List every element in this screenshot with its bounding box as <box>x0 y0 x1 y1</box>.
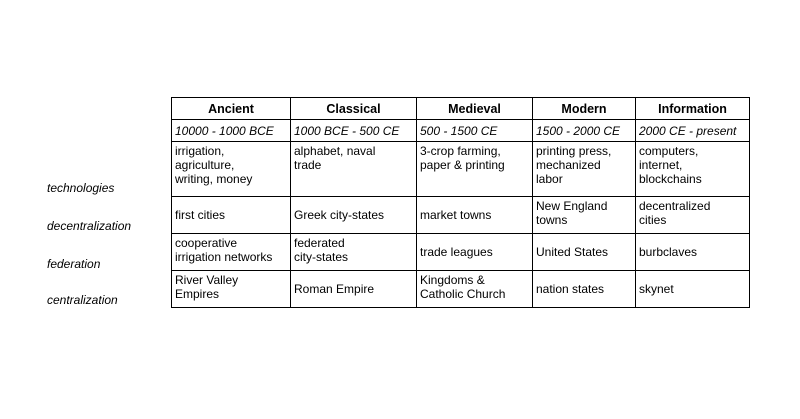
header-row <box>172 98 750 120</box>
table-cell: burbclaves <box>636 234 750 271</box>
table-cell: skynet <box>636 271 750 308</box>
table-cell: Roman Empire <box>291 271 417 308</box>
date-range-information: 2000 CE - present <box>636 120 750 142</box>
table-cell: computers, internet, blockchains <box>636 142 750 197</box>
table-cell: nation states <box>533 271 636 308</box>
header-medieval: Medieval <box>417 98 533 120</box>
table-cell: alphabet, naval trade <box>291 142 417 197</box>
row-label-centralization: centralization <box>47 293 118 307</box>
table-cell: federated city-states <box>291 234 417 271</box>
table-row-technologies <box>172 142 750 197</box>
table-cell: Greek city-states <box>291 197 417 234</box>
row-label-decentralization: decentralization <box>47 219 132 233</box>
table-row-centralization <box>172 271 750 308</box>
header-classical: Classical <box>291 98 417 120</box>
header-information: Information <box>636 98 750 120</box>
header-modern: Modern <box>533 98 636 120</box>
table-cell: cooperative irrigation networks <box>172 234 291 271</box>
table-cell: decentralized cities <box>636 197 750 234</box>
date-range-modern: 1500 - 2000 CE <box>533 120 636 142</box>
row-label-federation: federation <box>47 257 101 271</box>
table-cell: market towns <box>417 197 533 234</box>
table-cell: River Valley Empires <box>172 271 291 308</box>
eras-table <box>171 97 750 308</box>
date-range-ancient: 10000 - 1000 BCE <box>172 120 291 142</box>
date-range-row <box>172 120 750 142</box>
table-cell: Kingdoms & Catholic Church <box>417 271 533 308</box>
table-row-decentralization <box>172 197 750 234</box>
date-range-classical: 1000 BCE - 500 CE <box>291 120 417 142</box>
table-cell: first cities <box>172 197 291 234</box>
table-cell: trade leagues <box>417 234 533 271</box>
row-label-technologies: technologies <box>47 181 115 195</box>
table-row-federation <box>172 234 750 271</box>
table-cell: printing press, mechanized labor <box>533 142 636 197</box>
table-cell: 3-crop farming, paper & printing <box>417 142 533 197</box>
table-cell: United States <box>533 234 636 271</box>
date-range-medieval: 500 - 1500 CE <box>417 120 533 142</box>
table-cell: New England towns <box>533 197 636 234</box>
table-cell: irrigation, agriculture, writing, money <box>172 142 291 197</box>
header-ancient: Ancient <box>172 98 291 120</box>
